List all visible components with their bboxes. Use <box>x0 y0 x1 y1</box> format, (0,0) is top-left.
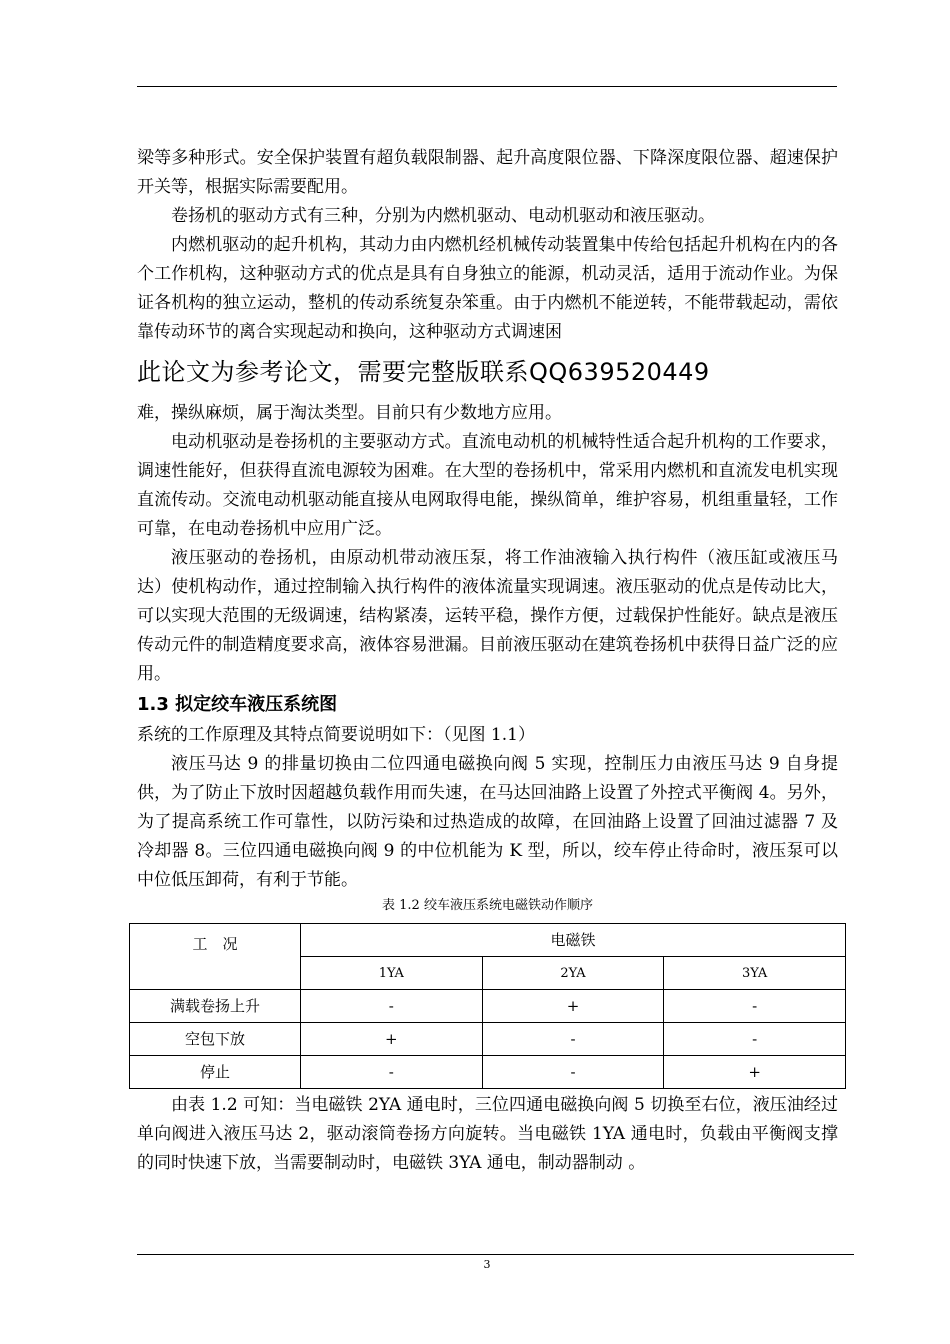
table-row <box>130 990 846 1023</box>
header-condition: 工 况 <box>130 924 301 990</box>
table-row <box>130 1056 846 1089</box>
row-label: 空包下放 <box>130 1023 301 1056</box>
page-number: 3 <box>483 1258 491 1271</box>
watermark-banner: 此论文为参考论文，需要完整版联系QQ639520449 <box>137 358 710 386</box>
paragraph: 液压马达 9 的排量切换由二位四通电磁换向阀 5 实现，控制压力由液压马达 9 自身提供，为了防止下放时因超越负载作用而失速，在马达回油路上设置了外控式平衡阀 4。另外，为了提高系统工作可靠性，以防污染和过热造成的故障，在回油路上设置了回油过滤器 7 及冷却器 8。三位四通电磁换向阀 9 的中位机能为 K 型，所以，绞车停止待命时，液压泵可以中位低压卸荷，有利于节能。 <box>137 754 838 890</box>
table-cell: - <box>664 1023 846 1056</box>
table-cell: - <box>482 1056 664 1089</box>
table-caption: 表 1.2 绞车液压系统电磁铁动作顺序 <box>382 898 593 913</box>
paragraph: 液压驱动的卷扬机，由原动机带动液压泵，将工作油液输入执行构件（液压缸或液压马达）使机构动作，通过控制输入执行构件的液体流量实现调速。液压驱动的优点是传动比大，可以实现大范围的无级调速，结构紧凑，运转平稳，操作方便，过载保护性能好。缺点是液压传动元件的制造精度要求高，液体容易泄漏。目前液压驱动在建筑卷扬机中获得日益广泛的应用。 <box>137 548 838 684</box>
header-rule <box>137 86 837 87</box>
header-solenoid: 电磁铁 <box>301 924 846 957</box>
table-cell: - <box>301 1056 483 1089</box>
row-label: 满载卷扬上升 <box>130 990 301 1023</box>
paragraph: 梁等多种形式。安全保护装置有超负载限制器、起升高度限位器、下降深度限位器、超速保护开关等，根据实际需要配用。 <box>137 148 838 197</box>
table-header-row <box>130 924 846 957</box>
body-text <box>137 144 838 1178</box>
column-header: 3YA <box>664 957 846 990</box>
paragraph: 难，操纵麻烦，属于淘汰类型。目前只有少数地方应用。 <box>137 403 562 423</box>
row-label: 停止 <box>130 1056 301 1089</box>
footer-rule <box>137 1254 854 1255</box>
table-row <box>130 1023 846 1056</box>
paragraph: 卷扬机的驱动方式有三种，分别为内燃机驱动、电动机驱动和液压驱动。 <box>171 206 715 226</box>
paragraph: 电动机驱动是卷扬机的主要驱动方式。直流电动机的机械特性适合起升机构的工作要求，调速性能好，但获得直流电源较为困难。在大型的卷扬机中，常采用内燃机和直流发电机实现直流传动。交流电动机驱动能直接从电网取得电能，操纵简单，维护容易，机组重量轻，工作可靠，在电动卷扬机中应用广泛。 <box>137 432 838 539</box>
column-header: 2YA <box>482 957 664 990</box>
table-cell: - <box>301 990 483 1023</box>
table-cell: + <box>482 990 664 1023</box>
table-cell: - <box>664 990 846 1023</box>
table-cell: + <box>301 1023 483 1056</box>
paragraph: 由表 1.2 可知：当电磁铁 2YA 通电时，三位四通电磁换向阀 5 切换至右位，液压油经过单向阀进入液压马达 2，驱动滚筒卷扬方向旋转。当电磁铁 1YA 通电时，负载由平衡阀支撑的同时快速下放，当需要制动时，电磁铁 3YA 通电，制动器制动 。 <box>137 1095 838 1173</box>
column-header: 1YA <box>301 957 483 990</box>
table-cell: - <box>482 1023 664 1056</box>
table-cell: + <box>664 1056 846 1089</box>
paragraph: 内燃机驱动的起升机构，其动力由内燃机经机械传动装置集中传给包括起升机构在内的各个工作机构，这种驱动方式的优点是具有自身独立的能源，机动灵活，适用于流动作业。为保证各机构的独立运动，整机的传动系统复杂笨重。由于内燃机不能逆转，不能带载起动，需依靠传动环节的离合实现起动和换向，这种驱动方式调速困 <box>137 235 838 342</box>
section-heading: 1.3 拟定绞车液压系统图 <box>137 694 338 715</box>
intro-line: 系统的工作原理及其特点简要说明如下：（见图 1.1） <box>137 725 535 745</box>
solenoid-table <box>129 923 846 1089</box>
